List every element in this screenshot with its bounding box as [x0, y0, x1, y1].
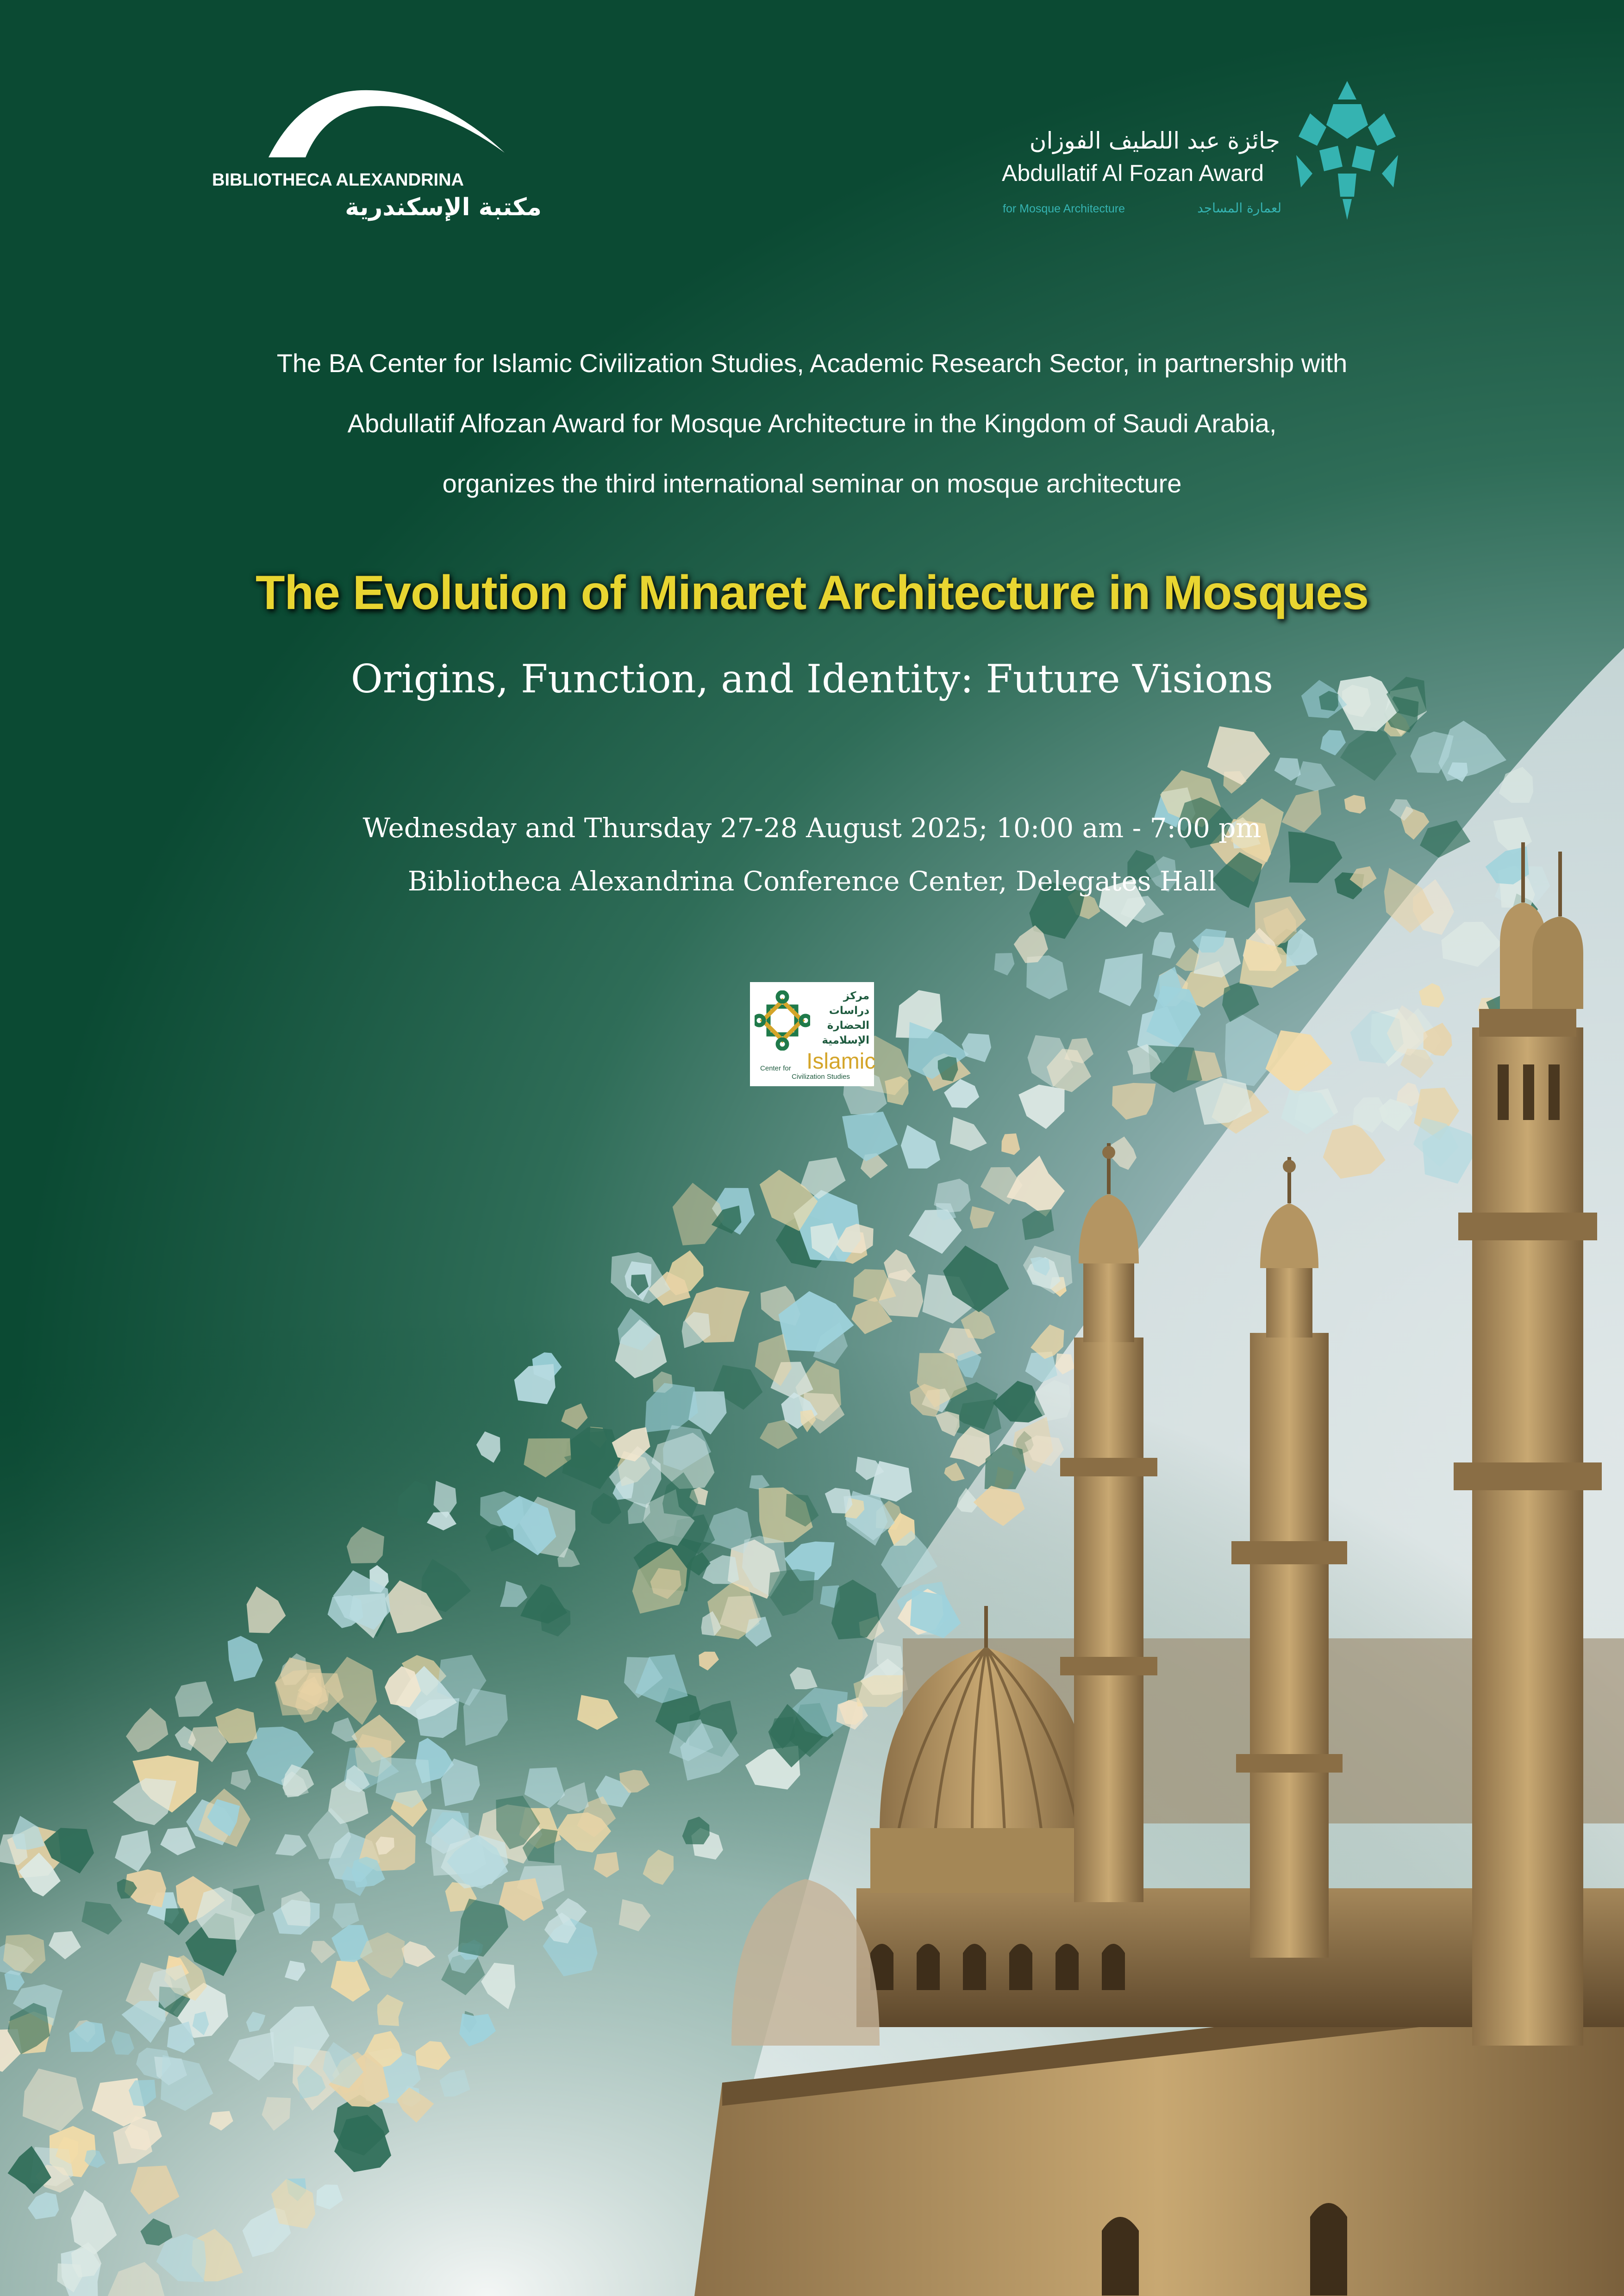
mosaic-shard — [1340, 727, 1397, 781]
mosaic-shard — [1152, 932, 1175, 958]
mosaic-shard — [1099, 953, 1143, 1006]
mosaic-shard — [1207, 726, 1270, 785]
ba-name-en: BIBLIOTHECA ALEXANDRINA — [212, 170, 464, 190]
event-date: Wednesday and Thursday 27-28 August 2025; 10:00 am - 7:00 pm — [362, 812, 1262, 844]
mosaic-shard — [1295, 761, 1336, 791]
center-ar-line-4: الإسلامية — [822, 1034, 869, 1046]
intro-line-2: Abdullatif Alfozan Award for Mosque Architecture in the Kingdom of Saudi Arabia, — [347, 409, 1277, 438]
center-ar-line-1: مركز — [843, 990, 869, 1002]
mosaic-shard — [901, 1125, 940, 1169]
mosaic-shard — [1112, 1083, 1156, 1120]
center-islamic-word: Islamic — [806, 1049, 876, 1074]
ba-arc-icon — [269, 88, 528, 162]
minaret-star-emblem-icon — [1292, 81, 1403, 220]
fozan-award-logo — [995, 81, 1412, 229]
mosaic-shard — [1148, 1045, 1202, 1093]
center-name-ar — [805, 989, 869, 1048]
bibliotheca-alexandrina-logo — [204, 88, 542, 227]
fozan-subtitle-en: for Mosque Architecture — [1003, 202, 1125, 215]
ba-name-ar: مكتبة الإسكندرية — [345, 193, 542, 221]
center-ar-line-3: الحضارة — [827, 1020, 869, 1032]
center-for-label: Center for — [760, 1064, 791, 1072]
intro-line-3: organizes the third international seminar on mosque architecture — [442, 469, 1182, 498]
center-civilization-label: Civilization Studies — [792, 1073, 850, 1081]
fozan-name-en: Abdullatif Al Fozan Award — [1002, 160, 1264, 186]
mosaic-shard — [1344, 795, 1366, 814]
eight-point-star-icon — [755, 990, 810, 1051]
mosaic-shard — [950, 1117, 987, 1151]
mosaic-shard — [1001, 1133, 1020, 1155]
mosaic-shard — [962, 1033, 992, 1062]
mosaic-shard — [1320, 730, 1346, 755]
mosaic-shard — [1274, 758, 1301, 781]
intro-paragraph — [118, 333, 1506, 514]
fozan-subtitle-ar: لعمارة المساجد — [1197, 200, 1281, 216]
mosaic-shard — [842, 1112, 898, 1161]
mosaic-shard — [994, 953, 1014, 976]
seminar-subtitle: Origins, Function, and Identity: Future Visions — [350, 656, 1274, 702]
mosaic-shard — [1018, 1085, 1064, 1129]
mosaic-shard — [885, 1076, 909, 1106]
fozan-name-ar: جائزة عبد اللطيف الفوزان — [1029, 127, 1280, 154]
intro-line-1: The BA Center for Islamic Civilization Studies, Academic Research Sector, in partnership with — [276, 348, 1348, 378]
seminar-title: The Evolution of Minaret Architecture in Mosques — [256, 566, 1368, 620]
center-ar-line-2: دراسات — [829, 1005, 869, 1017]
islamic-civilization-center-logo — [750, 982, 874, 1086]
event-venue: Bibliotheca Alexandrina Conference Center, Delegates Hall — [407, 865, 1217, 897]
